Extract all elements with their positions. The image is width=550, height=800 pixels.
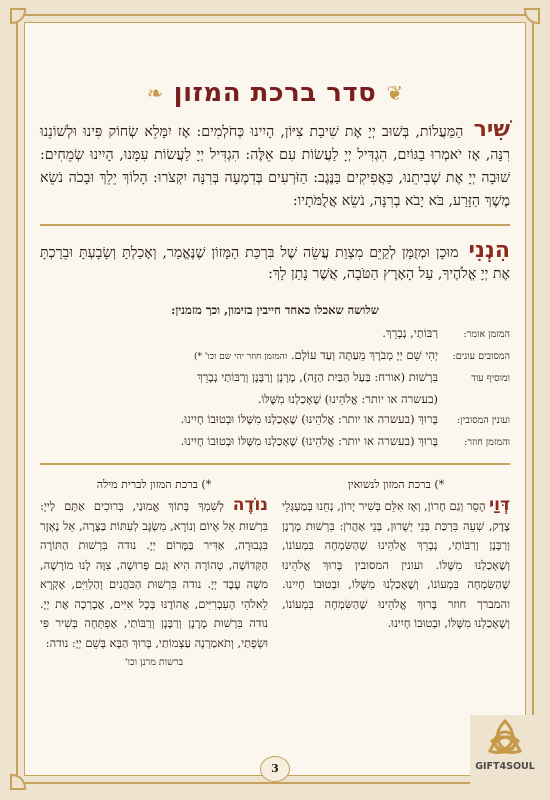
zimun-row [40,431,510,453]
zimun-label: המסובים עונים: [452,351,510,362]
hineni-lead-word: הִנְנִי [468,238,510,263]
triquetra-icon [482,715,528,761]
brand-name: GIFT4SOUL [475,761,535,772]
brit-column [40,475,268,673]
zimun-label: והמזמן חוזר: [464,437,510,448]
page-content [40,30,510,673]
brit-footer: ברשות מרנן וכו' [124,657,184,668]
zimun-text [40,345,438,367]
zimun-row [40,409,510,431]
hineni-paragraph [40,240,510,285]
divider [40,224,510,226]
zimun-heading: שלושה שאכלו כאחד חייבין בזימון, וכך מזמנין: [171,303,379,317]
shir-paragraph [40,118,510,213]
brand-logo [470,715,540,795]
page-number: 3 [260,756,290,782]
flourish-icon: ❧ [146,81,164,105]
shir-text: הַמַּעֲלוֹת, בְּשׁוּב יְיָ אֶת שִׁיבַת צִיּוֹן, הָיִינוּ כְּחֹלְמִים: אָז יִמָּלֵא שְׂחוֹק פִּינוּ וּלְשׁוֹנֵנוּ רִנָּה, אָז יֹאמְרוּ בַגּוֹיִם, הִגְדִּיל יְיָ לַעֲשׂוֹת עִם אֵלֶּה: הִגְדִּיל יְיָ לַעֲשׂוֹת עִמָּנוּ, הָיִינוּ שְׂמֵחִים: שׁוּבָה יְיָ אֶת שְׁבִיתֵנוּ, כַּאֲפִיקִים בַּנֶּגֶב: הַזֹּרְעִים בְּדִמְעָה בְּרִנָּה יִקְצֹרוּ: הָלוֹךְ יֵלֵךְ וּבָכֹה נֹשֵׂא מֶשֶׁךְ הַזָּרַע, בֹּא יָבֹא בְרִנָּה, נֹשֵׂא אֲלֻמֹּתָיו: [40,124,510,209]
zimun-text: בִּרְשׁוּת (אורח: בַּעַל הַבַּיִת הַזֶּה), מָרָנָן וְרַבָּנָן וְרַבּוֹתַי נְבָרֵךְ [196,370,438,384]
brit-text: לְשִׁמְךָ בְּתוֹךְ אֱמוּנַי, בְּרוּכִים אַתֶּם לַייָ: בִּרְשׁוּת אֵל אָיוֹם וְנוֹרָא, מִשְׂגָּב לְעִתּוֹת בַּצָּרָה, אֵל נֶאְזָר בִּגְבוּרָה, אַדִּיר בַּמָּרוֹם יְיָ. נודה בִּרְשׁוּת הַתּוֹרָה הַקְּדוֹשָׁה, טְהוֹרָה הִיא וְגַם פְּרוּשָׁה, צִוָּה לָנוּ מוֹרָשָׁה, משֶׁה עֶבֶד יְיָ. נודה בִּרְשׁוּת הַכֹּהֲנִים וְהַלְוִיִּם, אֶקְרָא לֵאלֹהֵי הָעִבְרִיִּים, אֲהוֹדֶנּוּ בְּכָל אִיִּים, אֲבָרְכָה אֶת יְיָ. נודה בִּרְשׁוּת מָרָנָן וְרַבָּנָן וְרַבּוֹתַי, אֶפְתְּחָה בְּשִׁיר פִּי וּשְׂפָתַי, וְתֹאמַרְנָה עַצְמוֹתַי, בָּרוּךְ הַבָּא בְּשֵׁם יְיָ: נודה: [40,499,268,650]
page-title: סדר ברכת המזון [173,78,377,108]
zimun-label: ומוסיף עוד [471,373,510,384]
zimun-text: (בעשרה או יותר: אֱלֹהֵינוּ) שֶׁאָכַלְנוּ מִשֶּׁלּוֹ. [257,392,438,406]
zimun-row [40,367,510,389]
wedding-column [282,475,510,673]
zimun-text: בָּרוּךְ (בעשרה או יותר: אֱלֹהֵינוּ) שֶׁאָכַלְנוּ מִשֶּׁלּוֹ וּבְטוּבוֹ חָיִינוּ. [180,434,438,448]
title-row [40,78,510,108]
zimun-label: ועונין המסובין: [457,415,510,426]
zimun-text: בָּרוּךְ (בעשרה או יותר: אֱלֹהֵינוּ) שֶׁאָכַלְנוּ מִשֶּׁלּוֹ וּבְטוּבוֹ חָיִינוּ. [180,412,438,426]
brit-heading: *) ברכת המזון לברית מילה [96,477,212,491]
zimun-row [40,389,510,409]
wedding-lead-word: דְּוַי [489,495,510,515]
brit-lead-word: נוֹדֶה [232,495,268,515]
wedding-text: הָסֵר וְגַם חָרוֹן, וְאָז אִלֵּם בְּשִׁיר יָרוֹן, נְחֵנוּ בְּמַעְגְּלֵי צֶדֶק, שְׁעֵה בִּרְכַּת בְּנֵי יְשֻׁרוּן, בְּנֵי אַהֲרֹן: בִּרְשׁוּת מָרָנָן וְרַבָּנָן וְרַבּוֹתַי, נְבָרֵךְ אֱלֹהֵינוּ שֶׁהַשִּׂמְחָה בִּמְעוֹנוֹ, וְשֶׁאָכַלְנוּ מִשֶּׁלּוֹ. ועונין המסובין בָּרוּךְ אֱלֹהֵינוּ שֶׁהַשִּׂמְחָה בִּמְעוֹנוֹ, וְשֶׁאָכַלְנוּ מִשֶּׁלּוֹ, וּבְטוּבוֹ חָיִינוּ. והמברך חוזר בָּרוּךְ אֱלֹהֵינוּ שֶׁהַשִּׂמְחָה בִּמְעוֹנוֹ, וְשֶׁאָכַלְנוּ מִשֶּׁלּוֹ, וּבְטוּבוֹ חָיִינוּ. [282,499,510,630]
divider [40,463,510,465]
two-column-section [40,475,510,673]
hineni-text: מוּכָן וּמְזֻמָּן לְקַיֵּם מִצְוַת עֲשֵׂה שֶׁל בִּרְכַּת הַמָּזוֹן שֶׁנֶּאֱמַר, וְאָכַלְתָּ וְשָׂבָעְתָּ וּבֵרַכְתָּ אֶת יְיָ אֱלֹהֶיךָ, עַל הָאָרֶץ הַטֹּבָה, אֲשֶׁר נָתַן לָךְ: [40,245,510,282]
wedding-heading: *) ברכת המזון לנשואין [347,477,445,491]
flourish-icon: ❦ [386,81,404,105]
zimun-row [40,345,510,367]
shir-lead-word: שִׁיר [473,117,511,142]
zimun-section [40,303,510,453]
zimun-row [40,323,510,345]
zimun-text: רַבּוֹתַי, נְבָרֵךְ. [382,326,438,340]
zimun-response: יְהִי שֵׁם יְיָ מְבֹרָךְ מֵעַתָּה וְעַד עוֹלָם. [290,348,438,362]
zimun-label: המזמן אומר: [463,329,510,340]
zimun-note: והמזמן חוזר יהי שם וכו' *) [193,352,288,362]
